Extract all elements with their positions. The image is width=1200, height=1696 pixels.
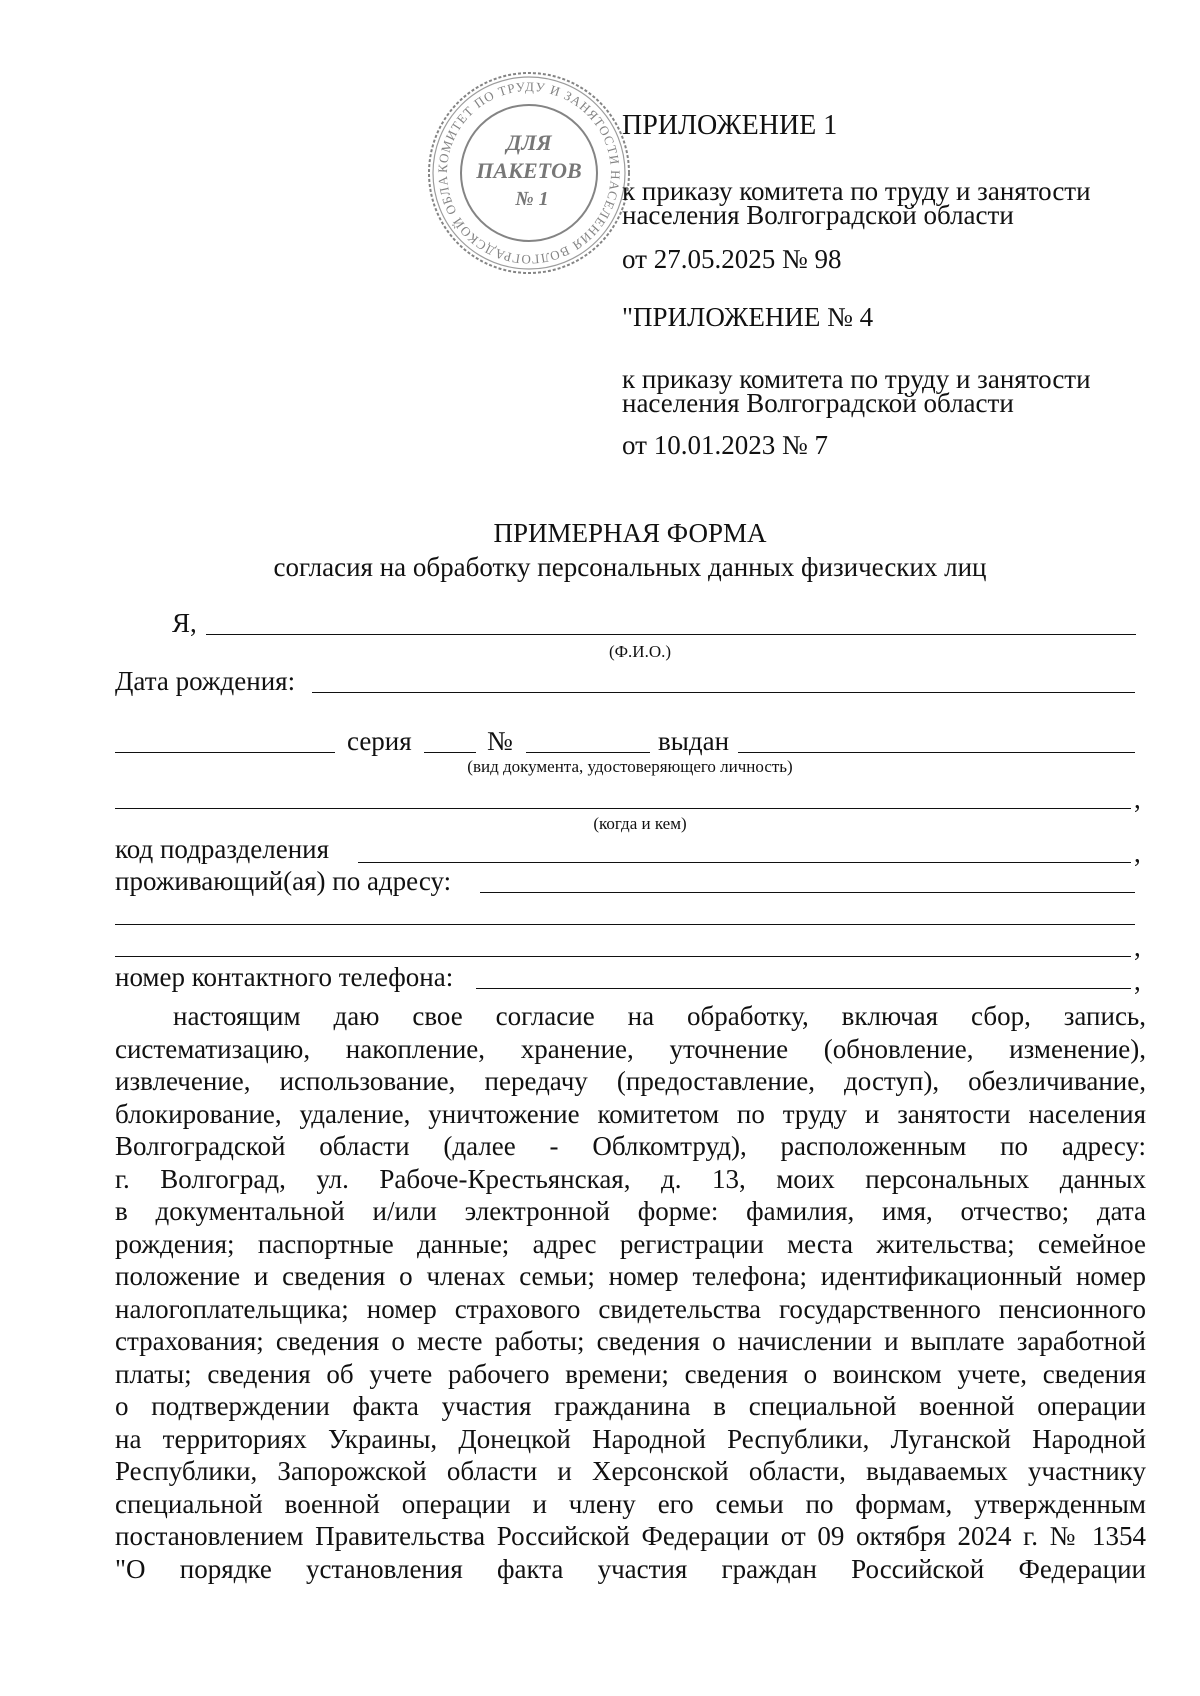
paragraph-line: страхования; сведения о месте работы; сведения о начислении и выплате заработной bbox=[115, 1326, 1146, 1356]
address-field-line-3[interactable] bbox=[115, 956, 1131, 957]
series-label: серия bbox=[347, 726, 412, 756]
comma: , bbox=[1134, 966, 1141, 996]
paragraph-line: на территориях Украины, Донецкой Народной Республики, Луганской Народной bbox=[115, 1423, 1146, 1454]
paragraph-line: блокирование, удаление, уничтожение комитетом по труду и занятости населения bbox=[115, 1098, 1146, 1129]
doc-type-field-line[interactable] bbox=[115, 752, 335, 753]
appendix-4-order-line-1: к приказу комитета по труду и занятости bbox=[622, 364, 1091, 394]
issued-label: выдан bbox=[658, 726, 730, 756]
dob-field-line[interactable] bbox=[312, 692, 1135, 693]
stamp-text-1: ДЛЯ bbox=[506, 130, 552, 155]
stamp-text-2: ПАКЕТОВ bbox=[476, 158, 582, 183]
paragraph-line: "О порядке установления факта участия граждан Российской Федерации bbox=[115, 1553, 1146, 1584]
phone-label: номер контактного телефона: bbox=[115, 962, 454, 992]
paragraph-line: Республики, Запорожской области и Херсонской области, выдаваемых участнику bbox=[115, 1456, 1146, 1486]
appendix-1-date: от 27.05.2025 № 98 bbox=[622, 244, 842, 274]
address-field-line-2[interactable] bbox=[115, 924, 1135, 925]
issued-by-field-line[interactable] bbox=[115, 808, 1131, 809]
stamp-text-3: № 1 bbox=[515, 188, 549, 210]
paragraph-line: г. Волгоград, ул. Рабоче-Крестьянская, д. 13, моих персональных данных bbox=[115, 1163, 1146, 1194]
paragraph-line: Волгоградской области (далее - Облкомтруд), расположенным по адресу: bbox=[115, 1131, 1146, 1161]
fio-caption: (Ф.И.О.) bbox=[608, 642, 672, 661]
paragraph-line: положение и сведения о членах семьи; номер телефона; идентификационный номер bbox=[115, 1261, 1146, 1291]
stamp-seal-graphic bbox=[424, 68, 634, 278]
fio-field-line[interactable] bbox=[206, 634, 1136, 635]
appendix-4-date: от 10.01.2023 № 7 bbox=[622, 430, 828, 460]
paragraph-line: о подтверждении факта участия гражданина в специальной военной операции bbox=[115, 1391, 1146, 1421]
number-label: № bbox=[487, 726, 513, 756]
address-field-line-1[interactable] bbox=[480, 892, 1135, 893]
consent-paragraph bbox=[115, 1000, 1146, 1585]
paragraph-line: специальной военной операции и члену его семьи по формам, утвержденным bbox=[115, 1488, 1146, 1519]
form-subtitle: согласия на обработку персональных данных физических лиц bbox=[273, 552, 987, 582]
paragraph-line: систематизацию, накопление, хранение, уточнение (обновление, изменение), bbox=[115, 1033, 1146, 1064]
when-caption: (когда и кем) bbox=[593, 814, 687, 833]
series-field-line[interactable] bbox=[424, 752, 476, 753]
appendix-4-order-line-2: населения Волгоградской области bbox=[622, 388, 1014, 418]
comma: , bbox=[1134, 784, 1141, 814]
paragraph-line: настоящим даю свое согласие на обработку, включая сбор, запись, bbox=[173, 1001, 1146, 1031]
appendix-1-order-line-1: к приказу комитета по труду и занятости bbox=[622, 176, 1091, 206]
form-title: ПРИМЕРНАЯ ФОРМА bbox=[493, 518, 767, 548]
paragraph-line: налогоплательщика; номер страхового свидетельства государственного пенсионного bbox=[115, 1293, 1146, 1324]
appendix-4-title: "ПРИЛОЖЕНИЕ № 4 bbox=[622, 302, 874, 332]
paragraph-line: постановлением Правительства Российской Федерации от 09 октября 2024 г. № 1354 bbox=[115, 1521, 1146, 1551]
address-label: проживающий(ая) по адресу: bbox=[115, 866, 452, 896]
number-field-line[interactable] bbox=[526, 752, 650, 753]
appendix-1-title: ПРИЛОЖЕНИЕ 1 bbox=[622, 110, 838, 141]
paragraph-line: рождения; паспортные данные; адрес регистрации места жительства; семейное bbox=[115, 1228, 1146, 1259]
stamp-ring-text: КОМИТЕТ ПО ТРУДУ И ЗАНЯТОСТИ НАСЕЛЕНИЯ ВОЛГОГРАДСКОЙ ОБЛА bbox=[434, 78, 624, 268]
paragraph-line: извлечение, использование, передачу (предоставление, доступ), обезличивание, bbox=[115, 1066, 1146, 1096]
stamp-seal bbox=[424, 68, 634, 278]
i-label: Я, bbox=[172, 608, 197, 638]
division-code-field-line[interactable] bbox=[358, 862, 1131, 863]
comma: , bbox=[1134, 838, 1141, 868]
paragraph-line: платы; сведения об учете рабочего времени; сведения о воинском учете, сведения bbox=[115, 1358, 1146, 1389]
dob-label: Дата рождения: bbox=[115, 666, 296, 696]
paragraph-line: в документальной и/или электронной форме: фамилия, имя, отчество; дата bbox=[115, 1196, 1146, 1226]
division-code-label: код подразделения bbox=[115, 834, 330, 864]
phone-field-line[interactable] bbox=[476, 988, 1131, 989]
doc-caption: (вид документа, удостоверяющего личность) bbox=[467, 757, 793, 776]
appendix-1-order-line-2: населения Волгоградской области bbox=[622, 200, 1014, 230]
comma: , bbox=[1134, 932, 1141, 962]
issued-field-line[interactable] bbox=[738, 752, 1135, 753]
